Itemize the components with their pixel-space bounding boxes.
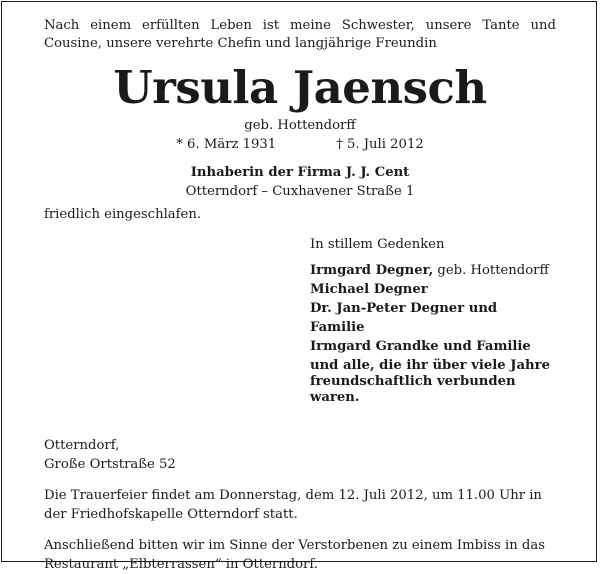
reception-info [44, 536, 556, 574]
mourners-block [310, 235, 556, 406]
reception-line-2: Restaurant „Elbterrassen“ in Otterndorf. [44, 557, 318, 572]
birth-name: geb. Hottendorff [244, 118, 356, 133]
mourner-4: Irmgard Grandke und Familie [310, 339, 531, 354]
address-street: Große Ortstraße 52 [44, 457, 176, 472]
mourners-closing-1: und alle, die ihr über viele Jahre [310, 358, 550, 373]
birth-date: * 6. März 1931 [176, 137, 277, 152]
obituary-notice [44, 17, 556, 574]
family-address [44, 436, 556, 474]
intro-line-1: Nach einem erfüllten Leben ist meine Schwester, unsere Tante und [44, 18, 556, 33]
reception-line-1: Anschließend bitten wir im Sinne der Verstorbenen zu einem Imbiss in das [44, 538, 545, 553]
death-date: † 5. Juli 2012 [336, 137, 424, 152]
business-title: Inhaberin der Firma J. J. Cent [190, 165, 410, 180]
address-city: Otterndorf, [44, 438, 120, 453]
intro-line-2: Cousine, unsere verehrte Chefin und langjährige Freundin [44, 36, 437, 51]
mourner-1-name: Irmgard Degner, [310, 263, 434, 278]
mourner-2: Michael Degner [310, 282, 428, 297]
mourner-1-birth-name: geb. Hottendorff [433, 263, 549, 278]
passing-text: friedlich eingeschlafen. [44, 207, 202, 222]
mourner-1 [310, 261, 556, 280]
business-address: Otterndorf – Cuxhavener Straße 1 [185, 184, 415, 199]
funeral-line-1: Die Trauerfeier findet am Donnerstag, dem 12. Juli 2012, um 11.00 Uhr in [44, 488, 542, 503]
life-dates [44, 135, 556, 154]
intro-text [44, 17, 556, 53]
mourner-3: Dr. Jan-Peter Degner und Familie [310, 301, 498, 335]
deceased-name: Ursula Jaensch [113, 61, 487, 114]
mourners-closing-2: freundschaftlich verbunden waren. [310, 374, 516, 405]
mourners-title: In stillem Gedenken [310, 237, 445, 252]
funeral-info [44, 486, 556, 524]
funeral-line-2: der Friedhofskapelle Otterndorf statt. [44, 507, 298, 522]
